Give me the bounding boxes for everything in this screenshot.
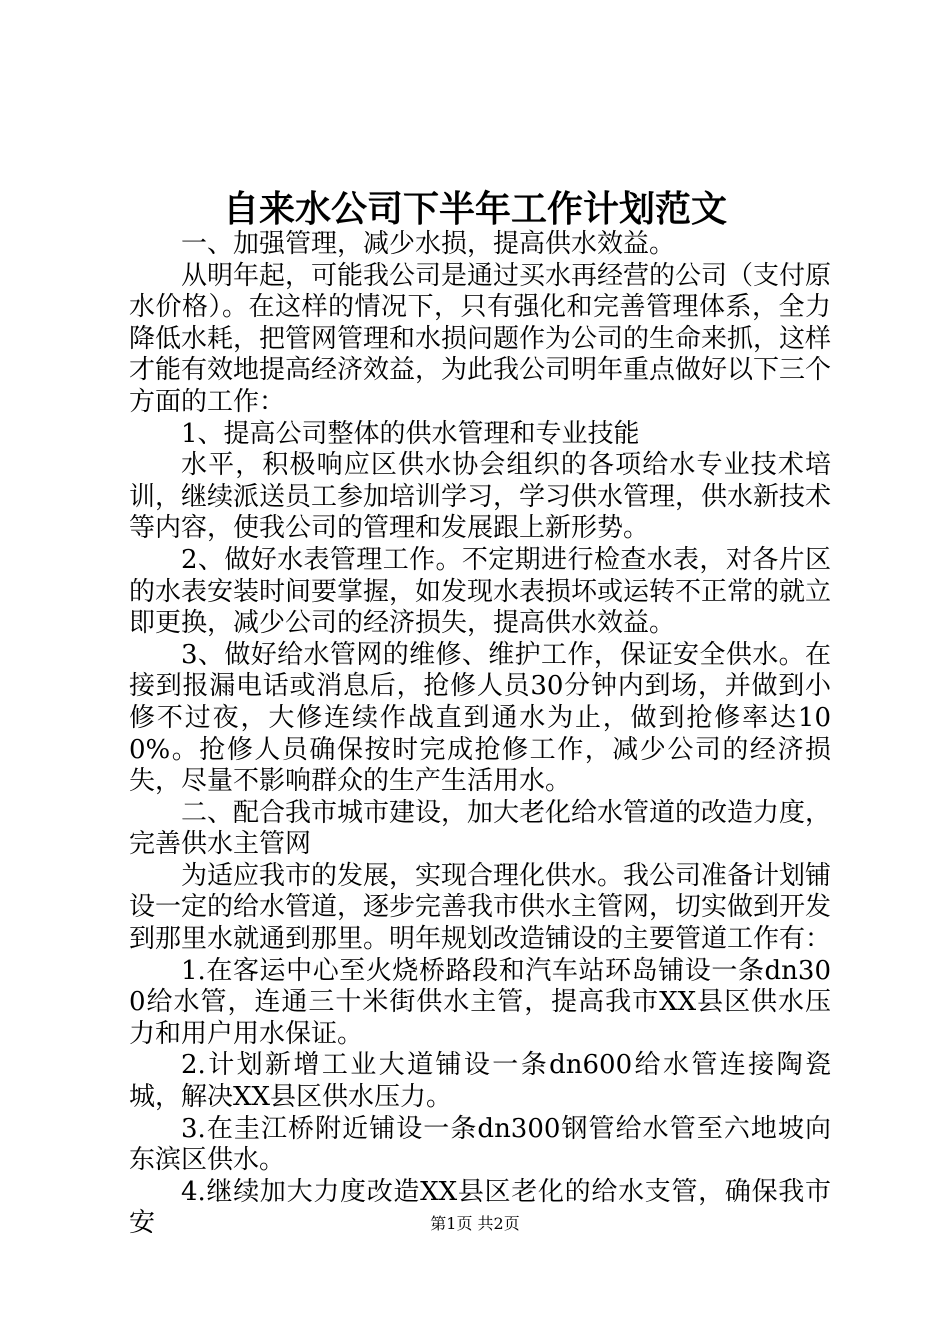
heading-section-2: 二、配合我市城市建设，加大老化给水管道的改造力度，完善供水主管网 — [129, 797, 832, 860]
heading-section-1: 一、加强管理，减少水损，提高供水效益。 — [181, 229, 676, 259]
paragraph: 为适应我市的发展，实现合理化供水。我公司准备计划铺设一定的给水管道，逐步完善我市供水主管网，切实做到开发到那里水就通到那里。明年规划改造铺设的主要管道工作有： — [129, 860, 832, 955]
list-item: 4.继续加大力度改造XX县区老化的给水支管，确保我市安 — [129, 1176, 831, 1239]
paragraph: 从明年起，可能我公司是通过买水再经营的公司（支付原水价格）。在这样的情况下，只有强化和完善管理体系，全力降低水耗，把管网管理和水损问题作为公司的生命来抓，这样才能有效地提高经济效益，为此我公司明年重点做好以下三个方面的工作： — [129, 260, 832, 417]
list-item: 1.在客运中心至火烧桥路段和汽车站环岛铺设一条dn300给水管，连通三十米街供水主管，提高我市XX县区供水压力和用户用水保证。 — [129, 955, 831, 1049]
list-item: 3.在圭江桥附近铺设一条dn300钢管给水管至六地坡向东滨区供水。 — [129, 1113, 831, 1176]
list-item: 1、提高公司整体的供水管理和专业技能 — [181, 418, 640, 449]
list-item: 3、做好给水管网的维修、维护工作，保证安全供水。在接到报漏电话或消息后，抢修人员30分钟内到场，并做到小修不过夜，大修连续作战直到通水为止，做到抢修率达100%。抢修人员确保按时完成抢修工作，减少公司的经济损失，尽量不影响群众的生产生活用水。 — [129, 639, 831, 797]
list-item: 2.计划新增工业大道铺设一条dn600给水管连接陶瓷城，解决XX县区供水压力。 — [129, 1050, 831, 1113]
list-item: 2、做好水表管理工作。不定期进行检查水表，对各片区的水表安装时间要掌握，如发现水表损坏或运转不正常的就立即更换，减少公司的经济损失，提高供水效益。 — [129, 544, 832, 639]
page-number-footer: 第1页 共2页 — [430, 1214, 520, 1233]
document-body — [129, 229, 831, 1240]
document-title: 自来水公司下半年工作计划范文 — [222, 188, 727, 230]
paragraph: 水平，积极响应区供水协会组织的各项给水专业技术培训，继续派送员工参加培训学习，学习供水管理，供水新技术等内容，使我公司的管理和发展跟上新形势。 — [129, 450, 832, 544]
